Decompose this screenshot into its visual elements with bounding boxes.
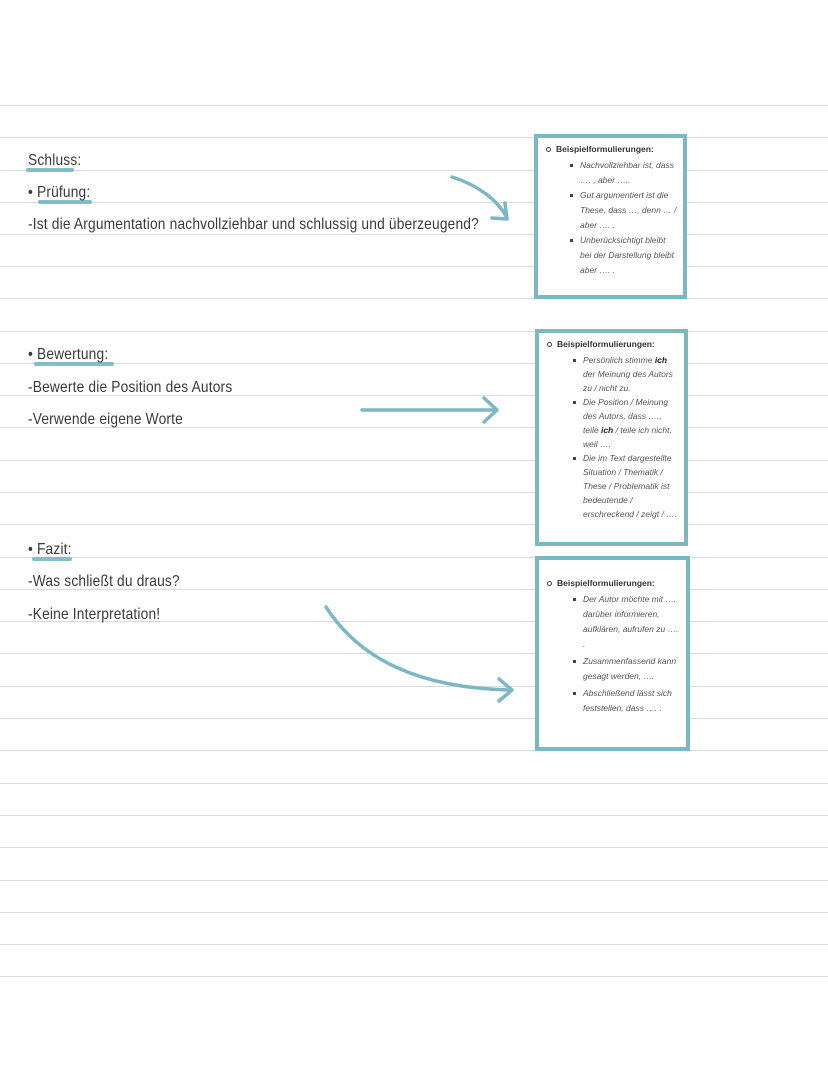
text-fazit-1: -Was schließt du draus?	[28, 573, 180, 590]
heading-schluss: Schluss:	[28, 152, 82, 169]
example-box-pruefung	[534, 134, 687, 299]
list-item: Gut argumentiert ist die These, dass …, denn … / aber …. .	[580, 188, 677, 233]
list-item: Nachvollziehbar ist, dass …. , aber …..	[580, 158, 677, 188]
list-item: Persönlich stimme ich der Meinung des Autors zu / nicht zu.	[583, 353, 678, 395]
box-heading: Beispielformulierungen:	[544, 144, 677, 154]
list-item: Die Position / Meinung des Autors, dass …., teile ich / teile ich nicht, weil ….	[583, 395, 678, 451]
box-heading: Beispielformulierungen:	[545, 339, 678, 349]
bullet-pruefung: • Prüfung:	[28, 184, 91, 201]
text-bewertung-1: -Bewerte die Position des Autors	[28, 379, 233, 396]
list-item: Abschließend lässt sich feststellen, dass …. .	[583, 686, 680, 716]
text-bewertung-2: -Verwende eigene Worte	[28, 411, 183, 428]
example-box-bewertung	[535, 329, 688, 546]
list-item: Der Autor möchte mit …. darüber informieren, aufklären, aufrufen zu …. .	[583, 592, 680, 652]
text-pruefung-question: -Ist die Argumentation nachvollziehbar und schlussig und überzeugend?	[28, 216, 479, 233]
list-item: Zusammenfassend kann gesagt werden, ….	[583, 654, 680, 684]
box-heading: Beispielformulierungen:	[545, 578, 680, 588]
list-item: Unberücksichtigt bleibt bei der Darstellung bleibt aber …. .	[580, 233, 677, 278]
example-box-fazit	[535, 556, 690, 751]
text-fazit-2: -Keine Interpretation!	[28, 606, 161, 623]
bullet-bewertung: • Bewertung:	[28, 346, 109, 363]
list-item: Die im Text dargestellte Situation / Thematik / These / Problematik ist bedeutende / erschreckend / zeigt / ….	[583, 453, 678, 519]
bullet-fazit: • Fazit:	[28, 541, 72, 558]
